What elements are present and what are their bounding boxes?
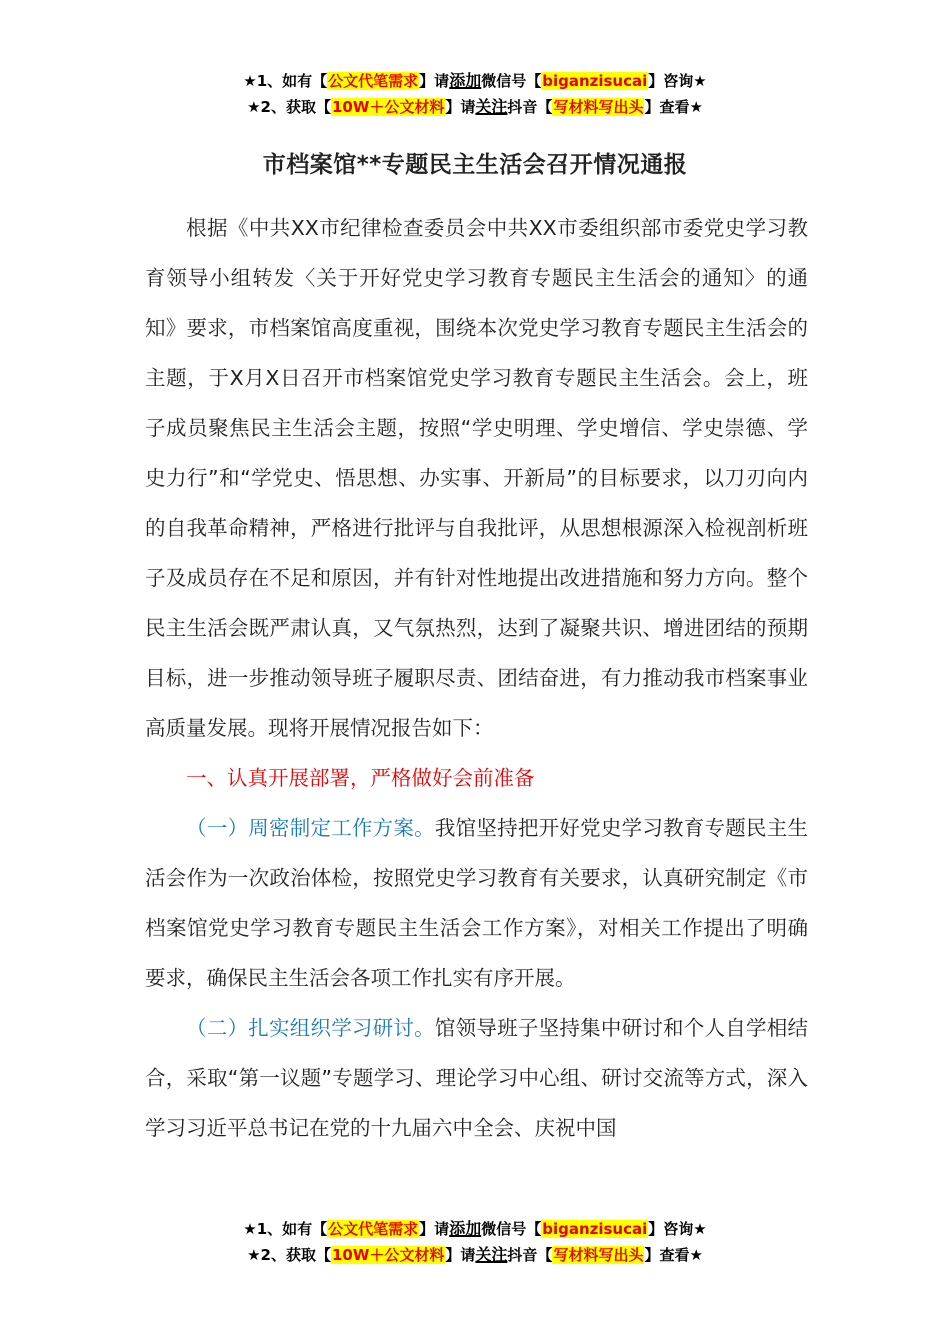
promo-line-1	[0, 1216, 950, 1242]
promo-highlight: 公文代笔需求	[328, 1220, 419, 1238]
promo-text: 】请	[445, 98, 476, 116]
promo-text: 抖音【	[507, 98, 553, 116]
promo-text: ★2、获取【	[247, 1246, 331, 1264]
promo-line-2	[0, 94, 950, 120]
intro-paragraph: 根据《中共XX市纪律检查委员会中共XX市委组织部市委党史学习教育领导小组转发〈关于开好党史学习教育专题民主生活会的通知〉的通知》要求，市档案馆高度重视，围绕本次党史学习教育专题民主生活会的主题，于X月X日召开市档案馆党史学习教育专题民主生活会。会上，班子成员聚焦民主生活会主题，按照“学史明理、学史增信、学史崇德、学史力行”和“学党史、悟思想、办实事、开新局”的目标要求，以刀刃向内的自我革命精神，严格进行批评与自我批评，从思想根源深入检视剖析班子及成员存在不足和原因，并有针对性地提出改进措施和努力方向。整个民主生活会既严肃认真，又气氛热烈，达到了凝聚共识、增进团结的预期目标，进一步推动领导班子履职尽责、团结奋进，有力推动我市档案事业高质量发展。现将开展情况报告如下：	[145, 216, 808, 740]
promo-text: 】查看★	[644, 98, 703, 116]
promo-text: 】请	[445, 1246, 476, 1264]
promo-highlight: 10W＋公文材料	[331, 98, 445, 116]
promo-text: 抖音【	[507, 1246, 553, 1264]
promo-highlight: biganzisucai	[542, 72, 648, 90]
promo-text: 】请	[419, 72, 450, 90]
promo-banner-bottom	[0, 1216, 950, 1268]
subsection-paragraph-2	[145, 1003, 808, 1153]
promo-highlight: 公文代笔需求	[328, 72, 419, 90]
promo-text: 】查看★	[644, 1246, 703, 1264]
promo-highlight: 10W＋公文材料	[331, 1246, 445, 1264]
promo-highlight: 写材料写出头	[553, 1246, 644, 1264]
promo-text: 】请	[419, 1220, 450, 1238]
document-body	[145, 203, 808, 1153]
promo-underline: 添加	[449, 1219, 482, 1238]
promo-underline: 关注	[475, 1245, 508, 1264]
promo-line-2	[0, 1242, 950, 1268]
subsection-paragraph-1	[145, 803, 808, 1003]
promo-underline: 添加	[449, 71, 482, 90]
promo-text: 】咨询★	[648, 1220, 707, 1238]
promo-text: 】咨询★	[648, 72, 707, 90]
subsection-body-2: 馆领导班子坚持集中研讨和个人自学相结合，采取“第一议题”专题学习、理论学习中心组、研讨交流等方式，深入学习习近平总书记在党的十九届六中全会、庆祝中国	[145, 1016, 809, 1140]
promo-text: ★1、如有【	[243, 72, 328, 90]
subsection-heading-2: （二）扎实组织学习研讨。	[186, 1016, 435, 1040]
section-heading-1: 一、认真开展部署，严格做好会前准备	[186, 766, 535, 790]
subsection-body-1: 我馆坚持把开好党史学习教育专题民主生活会作为一次政治体检，按照党史学习教育有关要求，认真研究制定《市档案馆党史学习教育专题民主生活会工作方案》，对相关工作提出了明确要求，确保民主生活会各项工作扎实有序开展。	[145, 816, 809, 990]
promo-text: 微信号【	[481, 1220, 542, 1238]
promo-text: ★1、如有【	[243, 1220, 328, 1238]
promo-underline: 关注	[475, 97, 508, 116]
promo-banner-top	[0, 68, 950, 120]
subsection-heading-1: （一）周密制定工作方案。	[186, 816, 435, 840]
document-title: 市档案馆**专题民主生活会召开情况通报	[262, 152, 688, 178]
promo-highlight: 写材料写出头	[553, 98, 644, 116]
promo-highlight: biganzisucai	[542, 1220, 648, 1238]
promo-line-1	[0, 68, 950, 94]
promo-text: ★2、获取【	[247, 98, 331, 116]
promo-text: 微信号【	[481, 72, 542, 90]
